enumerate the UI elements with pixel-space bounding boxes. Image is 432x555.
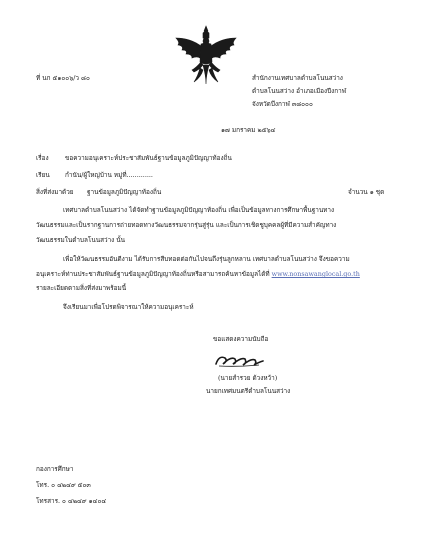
footer-phone: โทร. ๐ ๔๒๔๙ ๕๐๓: [36, 481, 91, 489]
sender-address-line-2: ตำบลโนนสว่าง อำเภอเมืองปีงกาฬ: [252, 87, 347, 95]
enclosure-label: สิ่งที่ส่งมาด้วย: [36, 188, 74, 196]
sender-address-line-1: สำนักงานเทศบาลตำบลโนนสว่าง: [252, 74, 343, 82]
website-link[interactable]: www.nonsawanglocal.go.th: [271, 270, 360, 278]
subject-label: เรื่อง: [36, 154, 49, 162]
paragraph-2-line-2-text: อนุเคราะห์ท่านประชาสัมพันธ์ฐานข้อมูลภูมิปัญญาท้องถิ่นหรือสามารถค้นหาข้อมูลได้ที่: [36, 270, 272, 278]
paragraph-1-line-1: เทศบาลตำบลโนนสว่าง ได้จัดทำฐานข้อมูลภูมิปัญญาท้องถิ่น เพื่อเป็นข้อมูลทางการศึกษาพื้นฐานทาง: [63, 206, 335, 214]
paragraph-2-line-1: เพื่อให้วัฒนธรรมอันดีงาม ได้รับการสืบทอดต่อกันไปจนถึงรุ่นลูกหลาน เทศบาลตำบลโนนสว่าง จึงขอความ: [63, 255, 350, 263]
enclosure-quantity: จำนวน ๑ ชุด: [348, 188, 385, 196]
footer-fax: โทรสาร. ๐ ๔๒๔๙ ๑๔๐๔: [36, 497, 107, 505]
paragraph-2-line-2: [36, 271, 360, 277]
garuda-emblem-icon: [170, 24, 242, 88]
footer-department: กองการศึกษา: [36, 465, 74, 473]
paragraph-2-line-3: รายละเอียดตามสิ่งที่ส่งมาพร้อมนี้: [36, 284, 127, 292]
signer-name: (นายสำรวย ด้วงหว้า): [218, 374, 278, 382]
reference-number: ที่ นก ๕๑๐๐๖/ว ๘๐: [36, 74, 90, 82]
closing-phrase: ขอแสดงความนับถือ: [213, 335, 269, 343]
paragraph-1-line-2: วัฒนธรรมและเป็นรากฐานการถ่ายทอดทางวัฒนธรรมจากรุ่นสู่รุ่น และเป็นการเชิดชูบุคคลผู้ที่มีความสำคัญทาง: [36, 221, 337, 229]
enclosure-text: ฐานข้อมูลภูมิปัญญาท้องถิ่น: [87, 188, 162, 196]
letter-date: ๑๗ มกราคม ๒๕๖๔: [221, 126, 276, 134]
paragraph-1-line-3: วัฒนธรรมในตำบลโนนสว่าง นั้น: [36, 236, 126, 244]
sender-address-line-3: จังหวัดบึงกาฬ ๓๘๐๐๐: [252, 100, 313, 108]
recipient-label: เรียน: [36, 171, 50, 179]
paragraph-3: จึงเรียนมาเพื่อโปรดพิจารณาให้ความอนุเคราะห์: [63, 303, 194, 311]
signature-icon: [213, 352, 265, 370]
subject-text: ขอความอนุเคราะห์ประชาสัมพันธ์ฐานข้อมูลภูมิปัญญาท้องถิ่น: [65, 154, 232, 162]
recipient-text: กำนัน/ผู้ใหญ่บ้าน หมู่ที่.............: [65, 171, 153, 179]
signer-title: นายกเทศมนตรีตำบลโนนสว่าง: [206, 387, 291, 395]
